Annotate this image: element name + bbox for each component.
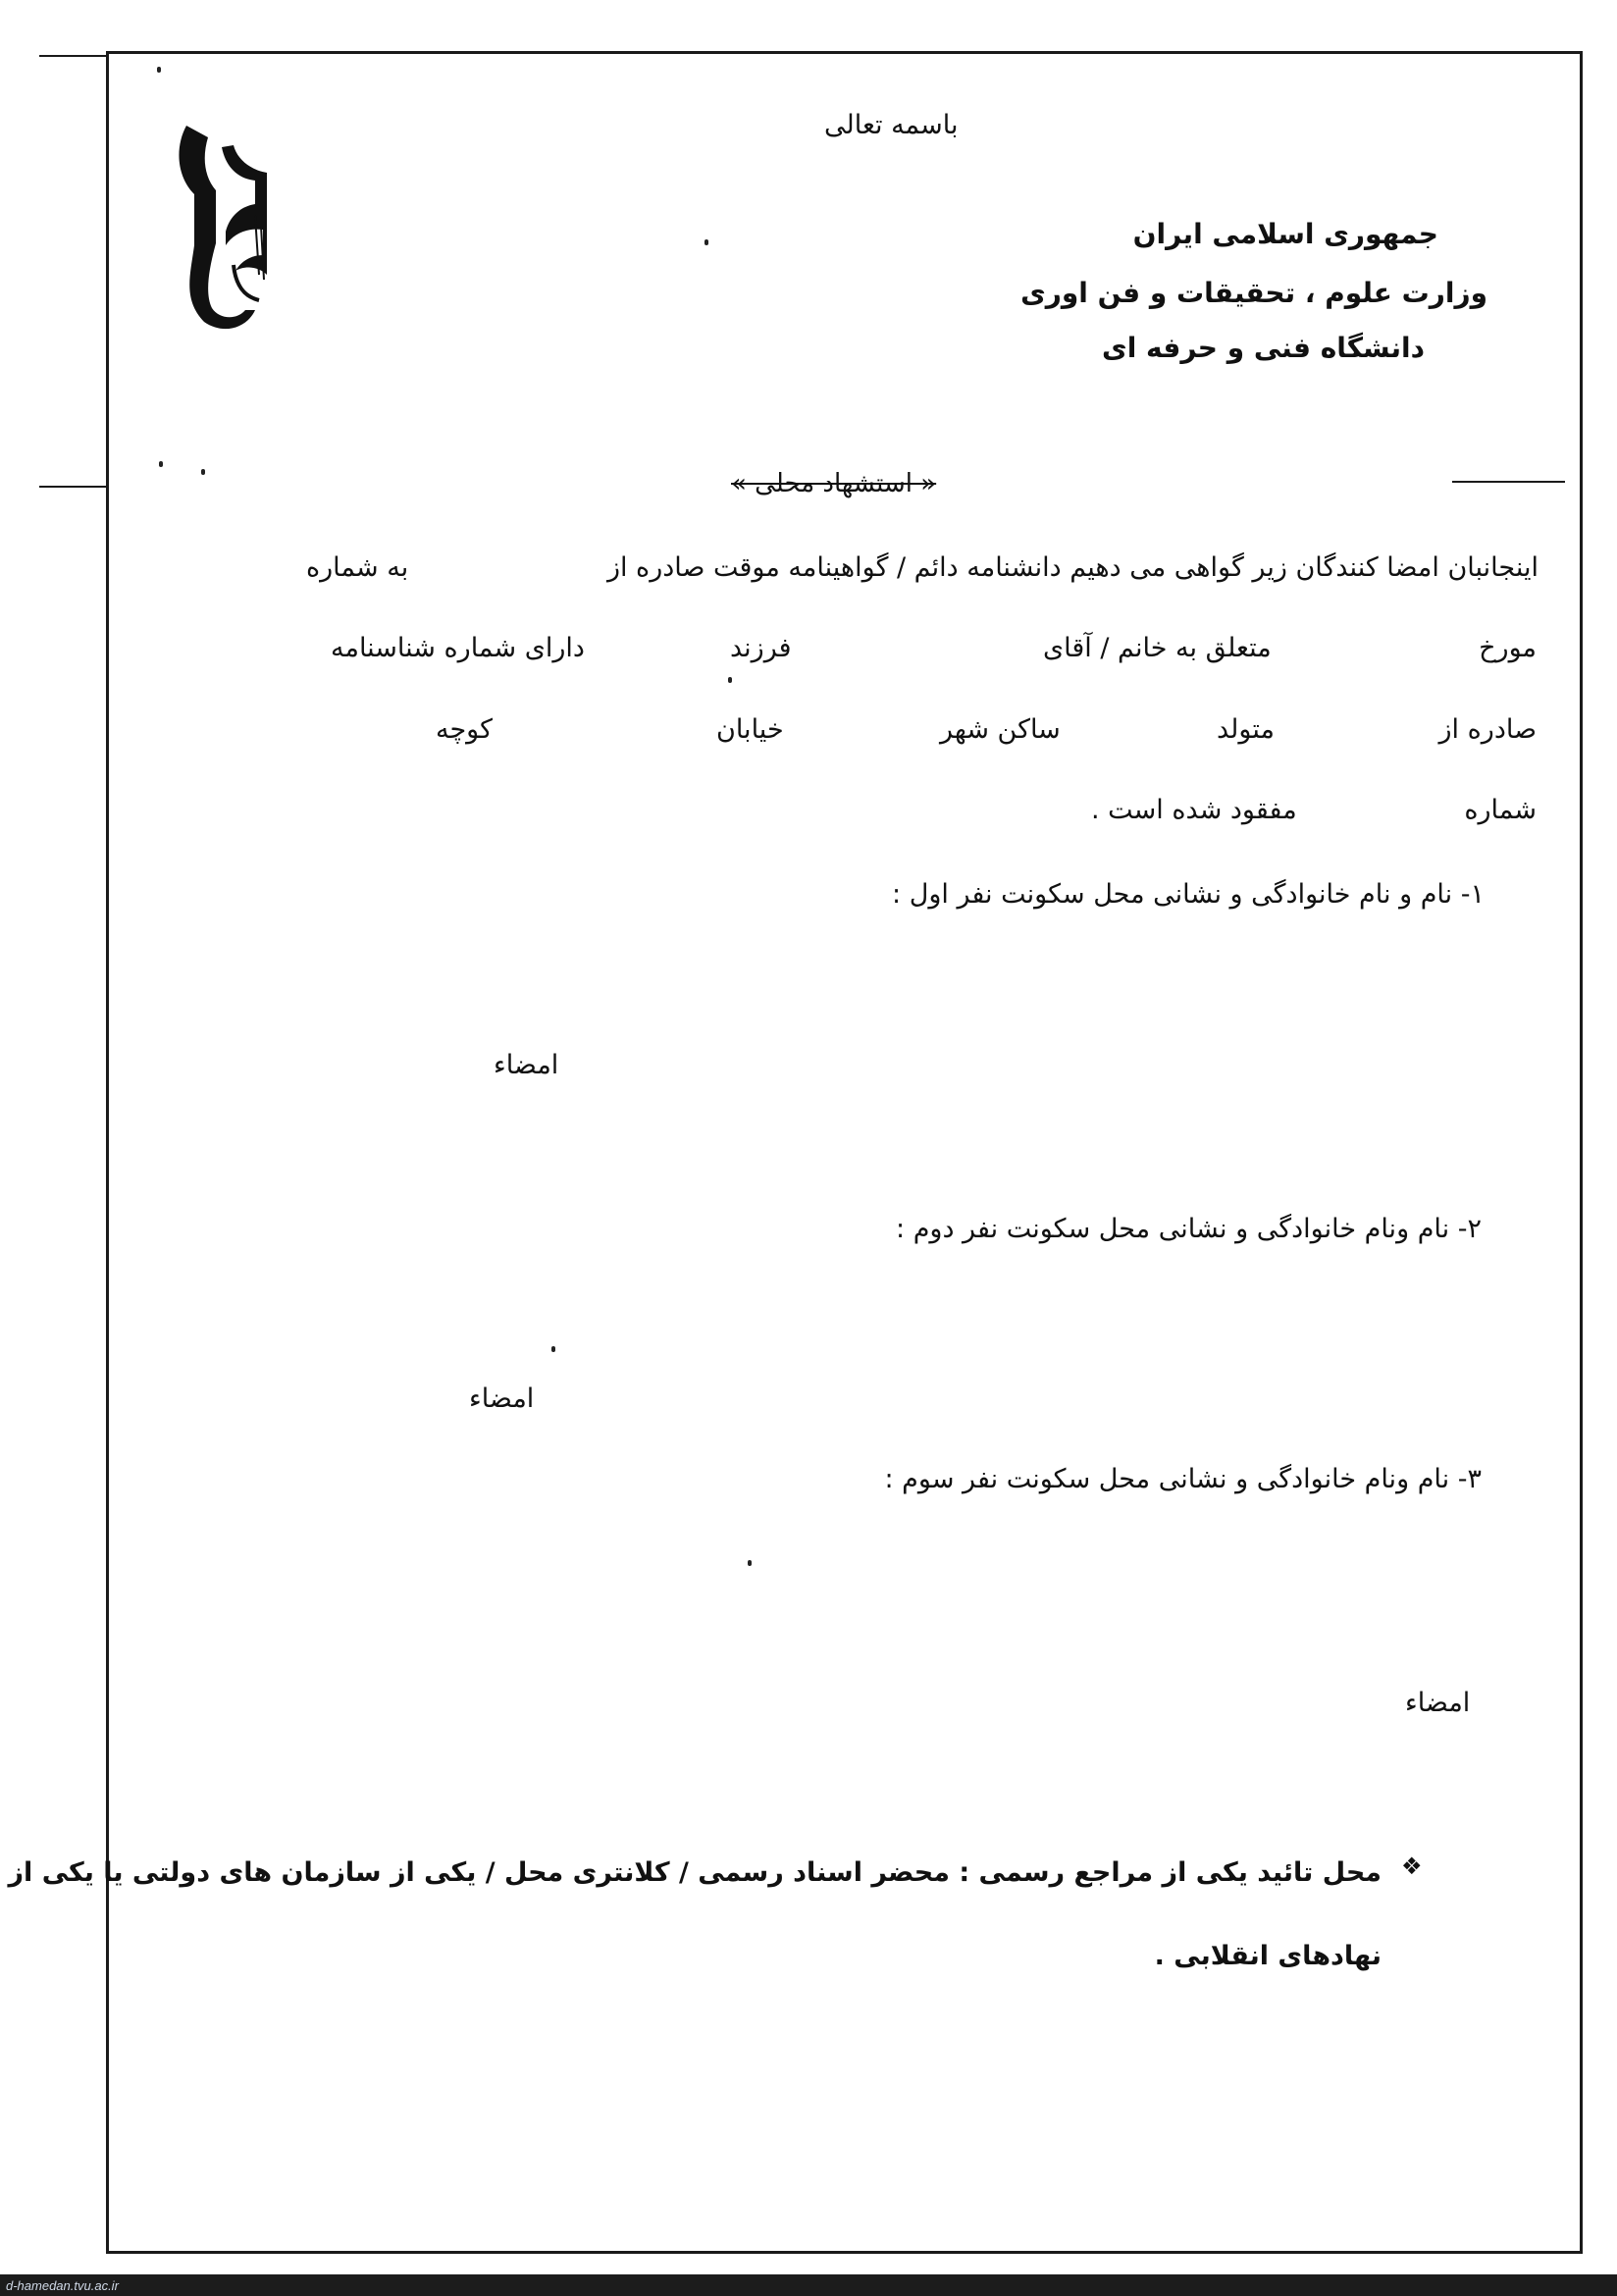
body-line3-street: خیابان <box>716 714 784 745</box>
scan-speck <box>704 239 708 245</box>
scan-speck <box>748 1560 752 1566</box>
university-logo <box>165 118 273 334</box>
witness-2-label: ۲- نام ونام خانوادگی و نشانی محل سکونت نفر دوم : <box>896 1214 1482 1244</box>
scan-speck <box>551 1346 555 1352</box>
witness-3-label: ۳- نام ونام خانوادگی و نشانی محل سکونت نفر سوم : <box>884 1464 1482 1494</box>
bismillah-heading: باسمه تعالی <box>824 110 959 140</box>
scan-speck <box>728 677 732 683</box>
body-line3-born: متولد <box>1217 714 1275 745</box>
body-line3-alley: کوچه <box>436 714 493 745</box>
footer-bar <box>0 2274 1617 2296</box>
org-line-university: دانشگاه فنی و حرفه ای <box>1102 332 1425 364</box>
note-line1: محل تائید یکی از مراجع رسمی : محضر اسناد رسمی / کلانتری محل / یکی از سازمان های دولتی یا یکی از <box>8 1857 1382 1888</box>
body-line2-dated: مورخ <box>1479 633 1537 663</box>
witness-1-signature: امضاء <box>494 1050 559 1080</box>
page-border <box>106 51 1583 2254</box>
body-line3-issued: صادره از <box>1438 714 1537 745</box>
body-line1-number: به شماره <box>306 552 409 583</box>
witness-1-label: ۱- نام و نام خانوادگی و نشانی محل سکونت نفر اول : <box>892 879 1485 910</box>
body-line4-number: شماره <box>1464 795 1537 825</box>
witness-2-signature: امضاء <box>469 1383 535 1414</box>
margin-line-top-left <box>39 55 108 57</box>
body-line2-belongs: متعلق به خانم / آقای <box>1043 633 1272 663</box>
body-line2-child: فرزند <box>730 633 792 663</box>
form-title: « استشهاد محلی » <box>731 469 937 498</box>
body-line4-lost: مفقود شده است . <box>1091 795 1297 825</box>
body-line1-main: اینجانبان امضا کنندگان زیر گواهی می دهیم دانشنامه دائم / گواهینامه موقت صادره از <box>606 552 1539 583</box>
scan-speck <box>157 67 161 73</box>
footer-url: d-hamedan.tvu.ac.ir <box>6 2278 119 2293</box>
org-line-ministry: وزارت علوم ، تحقیقات و فن اوری <box>1020 277 1487 309</box>
scan-speck <box>159 461 163 467</box>
note-bullet-icon: ❖ <box>1401 1852 1423 1880</box>
note-line2: نهادهای انقلابی . <box>1154 1941 1382 1971</box>
margin-line-mid-left <box>39 486 108 488</box>
body-line2-id: دارای شماره شناسنامه <box>331 633 585 663</box>
margin-line-mid-right <box>1452 481 1565 483</box>
body-line3-city: ساکن شهر <box>940 714 1061 745</box>
witness-3-signature: امضاء <box>1405 1688 1471 1718</box>
org-line-republic: جمهوری اسلامی ایران <box>1132 218 1438 250</box>
scan-speck <box>201 469 205 475</box>
